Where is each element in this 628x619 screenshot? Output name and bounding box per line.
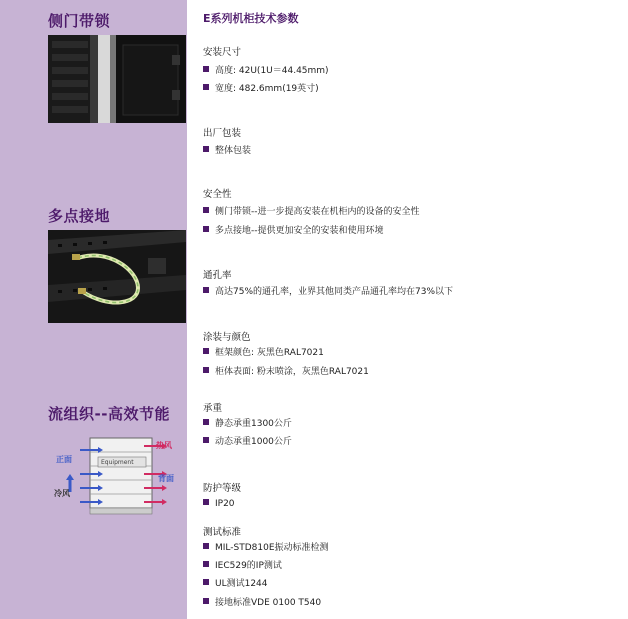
list-item: IEC529的IP测试 [203, 560, 282, 572]
bullet-icon [203, 543, 209, 549]
bullet-icon [203, 207, 209, 213]
section-heading: 安装尺寸 [203, 47, 242, 58]
section-heading: 涂装与颜色 [203, 332, 251, 343]
list-item: 接地标准VDE 0100 T540 [203, 597, 321, 609]
list-item: 动态承重1000公斤 [203, 436, 292, 448]
bullet-icon [203, 84, 209, 90]
list-item: 多点接地--提供更加安全的安装和使用环境 [203, 225, 384, 237]
list-item: UL测试1244 [203, 578, 268, 590]
bullet-icon [203, 561, 209, 567]
list-item: 宽度: 482.6mm(19英寸) [203, 83, 319, 95]
bullet-icon [203, 419, 209, 425]
sidebar-title-side-door-lock: 侧门带锁 [48, 12, 111, 30]
section-heading: 防护等级 [203, 483, 242, 494]
bullet-icon [203, 146, 209, 152]
list-item: MIL-STD810E振动标准检测 [203, 542, 329, 554]
bullet-icon [203, 579, 209, 585]
list-item: 静态承重1300公斤 [203, 418, 292, 430]
bullet-icon [203, 348, 209, 354]
bullet-icon [203, 367, 209, 373]
diagram-label-hot-air: 热风 [156, 441, 172, 450]
diagram-label-front: 正面 [56, 455, 72, 464]
list-item: IP20 [203, 498, 235, 510]
list-item: 侧门带锁--进一步提高安装在机柜内的设备的安全性 [203, 206, 420, 218]
side-door-lock-photo [48, 35, 186, 123]
grounding-photo [48, 230, 186, 323]
section-heading: 测试标准 [203, 527, 242, 538]
section-heading: 承重 [203, 403, 223, 414]
list-item: 柜体表面: 粉末喷涂，灰黑色RAL7021 [203, 366, 369, 378]
section-heading: 安全性 [203, 189, 232, 200]
airflow-diagram [50, 430, 185, 520]
bullet-icon [203, 437, 209, 443]
bullet-icon [203, 287, 209, 293]
list-item: 高度: 42U(1U＝44.45mm) [203, 65, 329, 77]
bullet-icon [203, 226, 209, 232]
diagram-label-equipment: Equipment [101, 459, 134, 466]
diagram-label-cold-air: 冷风 [54, 489, 70, 498]
sidebar-title-airflow: 流组织--高效节能 [48, 405, 170, 423]
bullet-icon [203, 66, 209, 72]
bullet-icon [203, 598, 209, 604]
diagram-label-back: 背面 [158, 474, 174, 483]
list-item: 整体包装 [203, 145, 251, 157]
sidebar-title-multipoint-grounding: 多点接地 [48, 207, 111, 225]
section-heading: 出厂包装 [203, 128, 242, 139]
section-heading: 通孔率 [203, 270, 232, 281]
bullet-icon [203, 499, 209, 505]
list-item: 框架颜色: 灰黑色RAL7021 [203, 347, 324, 359]
page-title: E系列机柜技术参数 [203, 12, 299, 25]
list-item: 高达75%的通孔率，业界其他同类产品通孔率均在73%以下 [203, 286, 453, 298]
